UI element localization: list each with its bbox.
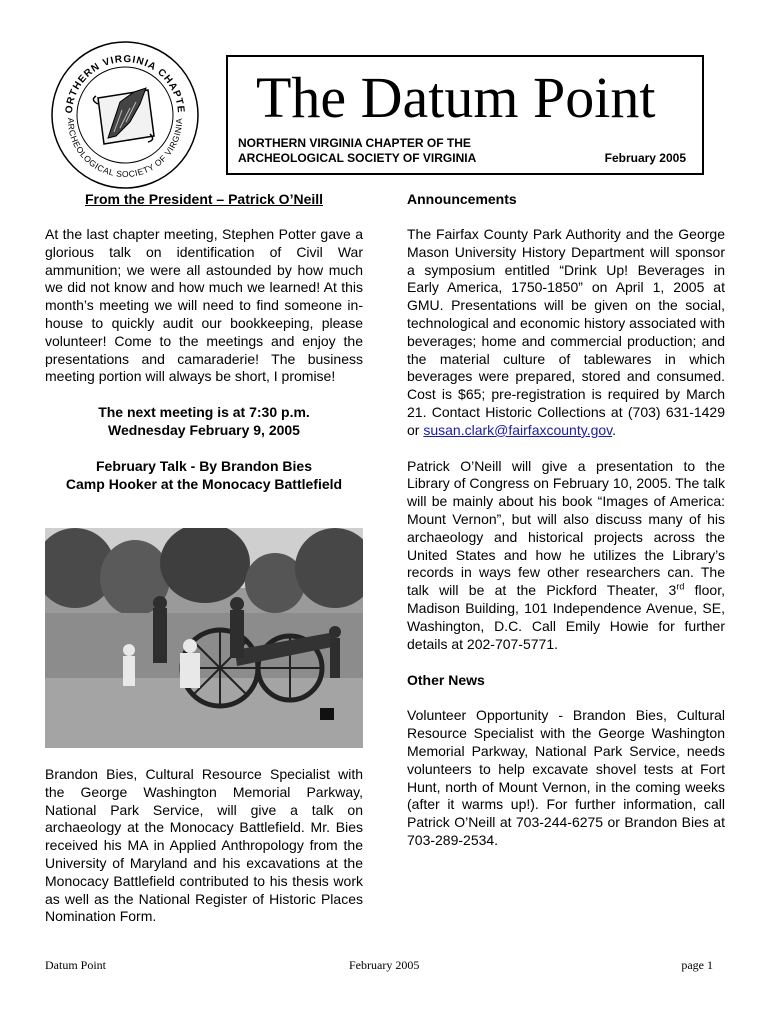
- ordinal-suffix: rd: [676, 581, 685, 592]
- issue-date: February 2005: [604, 151, 686, 165]
- footer-left: Datum Point: [45, 958, 107, 972]
- meeting-date: Wednesday February 9, 2005: [108, 421, 300, 438]
- masthead-box: [226, 55, 704, 175]
- meeting-notice: [45, 404, 363, 440]
- symposium-announcement: The Fairfax County Park Authority and the George Mason University History Department will sponsor a symposium entitled “Drink Up! Beverages in Early America, 1750-1850” on April 1, 2005 at GMU. Presentations will be given on the social, technological and economic history associated with beverages; home and commercial production; and the material culture of tablewares in which beverages were prepared, stored and consumed. Cost is $65; pre-registration is required by March 21. Contact Historic Collections at (703) 631-1429 or susan.clark@fairfaxcounty.gov.: [407, 226, 725, 438]
- newsletter-title: The Datum Point: [256, 65, 656, 130]
- seal-emblem-icon: [50, 40, 200, 190]
- president-heading: From the President – Patrick O’Neill: [84, 191, 324, 207]
- subtitle-line-2: ARCHEOLOGICAL SOCIETY OF VIRGINIA: [238, 151, 477, 165]
- other-news-heading: Other News: [407, 672, 485, 689]
- left-column-lower: [45, 766, 363, 926]
- library-talk-text-a: Patrick O’Neill will give a presentation to the Library of Congress on February 10, 2005. The talk will be mainly about his book “Images of America: Mount Vernon”, but will also discuss many of his archaeology and historical projects across the United States and how he utilizes the Library’s records in ways few other researchers can. The talk will be at the Pickford Theater, 3: [407, 457, 725, 599]
- library-talk-text-b: floor, Madison Building, 101 Independence Avenue, SE, Washington, D.C. Call Emily Howie for further details at 202-707-5771.: [407, 582, 725, 652]
- talk-speaker: February Talk - By Brandon Bies: [95, 457, 312, 474]
- contact-email-link[interactable]: susan.clark@fairfaxcounty.gov: [423, 421, 613, 438]
- president-message: At the last chapter meeting, Stephen Potter gave a glorious talk on identification of Civil War ammunition; we were all astounded by how much we did not know and how much we learned! At this month’s meeting we will need to find someone in-house to quickly audit our bookkeeping, please volunteer! Come to the meetings and enjoy the presentations and camaraderie! The business meeting portion will always be short, I promise!: [45, 226, 363, 385]
- seal-bottom-text: ARCHEOLOGICAL SOCIETY OF VIRGINIA: [65, 117, 185, 180]
- symposium-text: The Fairfax County Park Authority and the George Mason University History Department will sponsor a symposium entitled “Drink Up! Beverages in Early America, 1750-1850” on April 1, 2005 at GMU. Presentations will be given on the social, technological and economic history associated with beverages; home and commercial production; and the material culture of tablewares in which beverages were prepared, stored and consumed. Cost is $65; pre-registration is required by March 21. Contact Historic Collections at (703) 631-1429 or: [407, 226, 725, 438]
- footer-center: February 2005: [349, 958, 420, 972]
- right-column: [407, 190, 725, 850]
- left-column: [45, 190, 363, 493]
- chapter-seal: [50, 40, 200, 190]
- library-talk-announcement: [407, 458, 725, 654]
- seal-top-text: ORTHERN VIRGINIA CHAPTE: [63, 53, 187, 114]
- volunteer-announcement: Volunteer Opportunity - Brandon Bies, Cultural Resource Specialist with the George Washington Memorial Parkway, National Park Service, needs volunteers to help excavate shovel tests at Fort Hunt, north of Mount Vernon, in the coming weeks (after it warms up!). For further information, call Patrick O’Neill at 703-244-6275 or Brandon Bies at 703-289-2534.: [407, 707, 725, 848]
- talk-description: Brandon Bies, Cultural Resource Specialist with the George Washington Memorial Parkway, National Park Service, will give a talk on archaeology at the Monocacy Battlefield. Mr. Bies received his MA in Applied Anthropology from the University of Maryland and his excavations at the Monocacy Battlefield contributed to his thesis work as well as the National Register of Historic Places Nomination Form.: [45, 766, 363, 925]
- talk-heading: [45, 458, 363, 494]
- cannon-photo: [45, 528, 363, 748]
- meeting-time: The next meeting is at 7:30 p.m.: [98, 404, 310, 421]
- footer-page-number: page 1: [681, 958, 713, 972]
- masthead-subtitle: [238, 136, 476, 166]
- cannon-photo-image-icon: [45, 528, 363, 748]
- announcements-heading: Announcements: [407, 191, 517, 207]
- subtitle-line-1: NORTHERN VIRGINIA CHAPTER OF THE: [238, 136, 471, 150]
- talk-title: Camp Hooker at the Monocacy Battlefield: [65, 475, 343, 492]
